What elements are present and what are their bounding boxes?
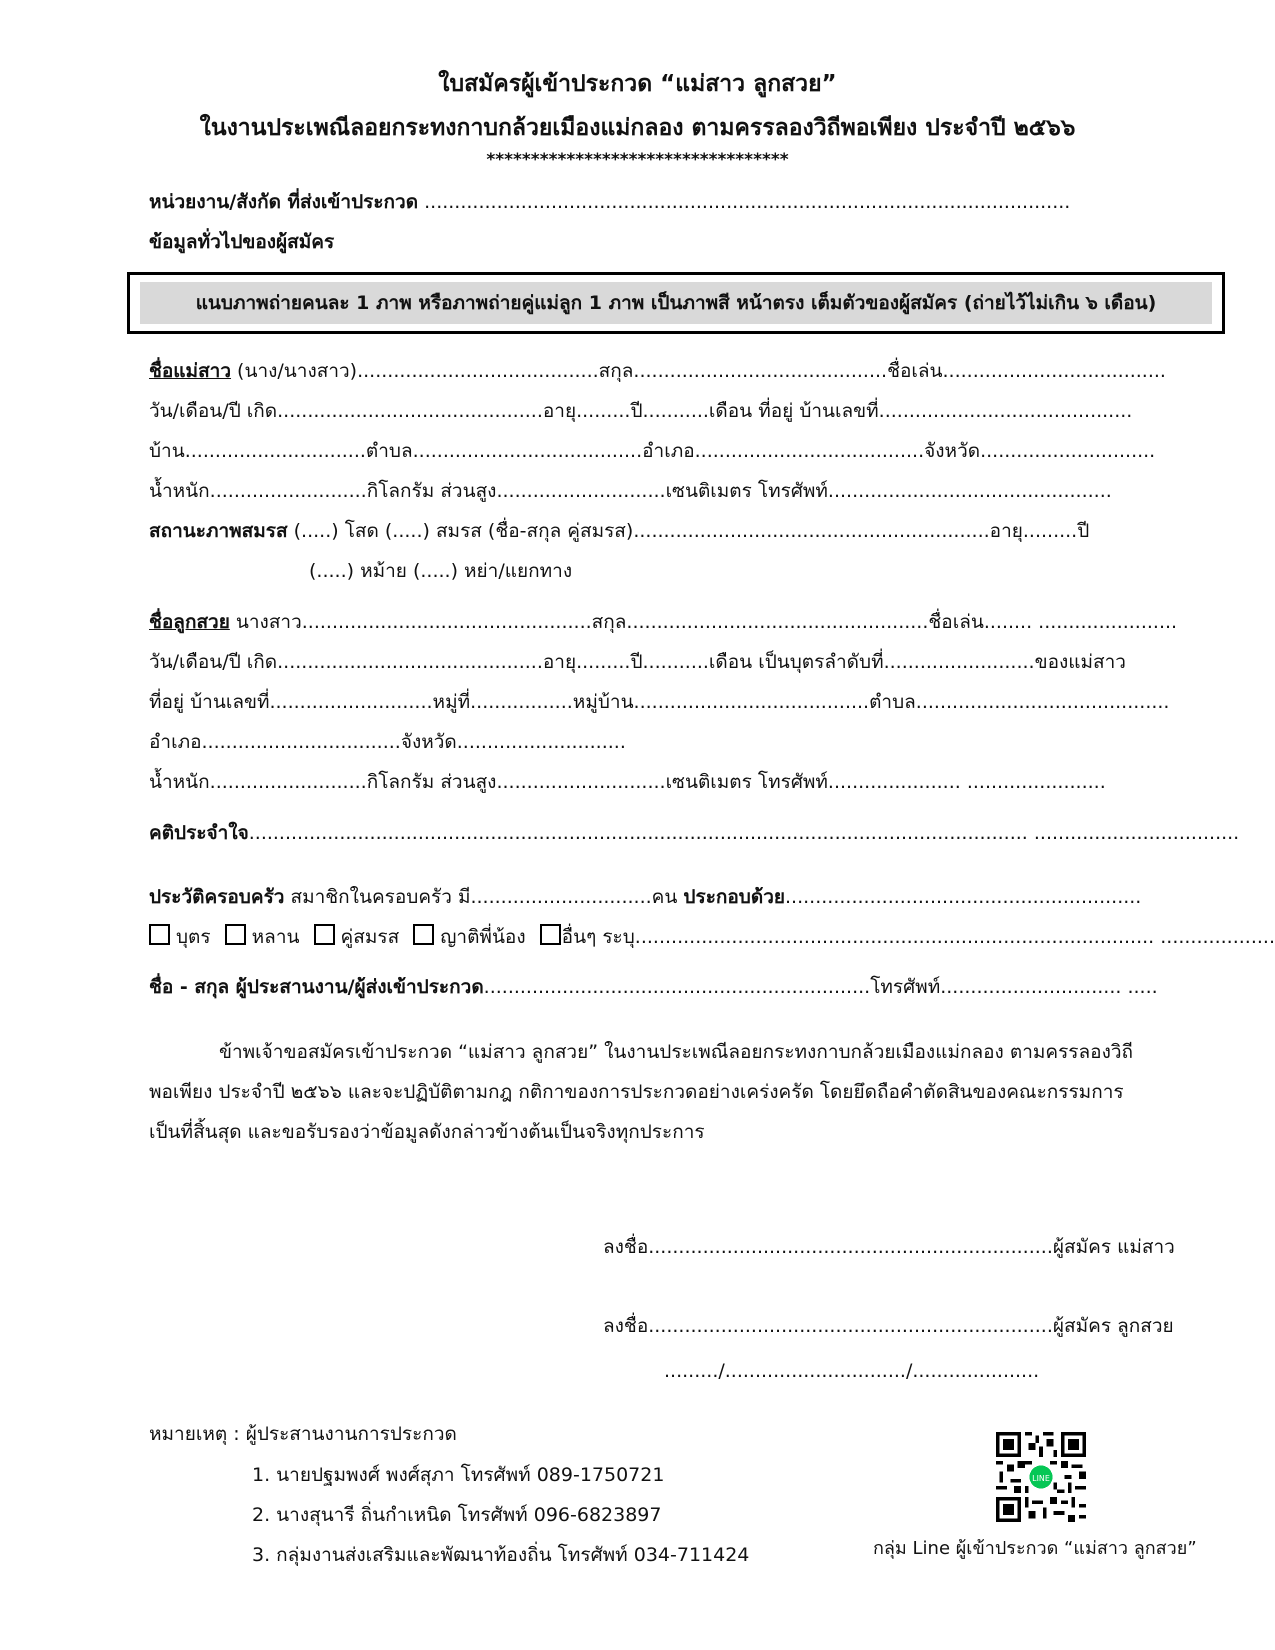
mother-birth-line[interactable]: วัน/เดือน/ปี เกิด............................................อายุ.........ปี...........เดือน ที่อยู่ บ้านเลขที่.......................................... <box>149 400 1133 422</box>
daughter-body-line[interactable]: น้ำหนัก..........................กิโลกรัม ส่วนสูง............................เซนติเมตร โทรศัพท์...................... ....................... <box>149 771 1106 793</box>
checkbox-grandchild[interactable] <box>225 924 246 945</box>
marital-status-options[interactable]: (.....) โสด (.....) สมรส (ชื่อ-สกุล คู่สมรส)...........................................................อายุ.........ปี <box>287 520 1090 542</box>
signature-date[interactable]: ........./............................../..................... <box>664 1360 1040 1382</box>
daughter-address-line[interactable]: ที่อยู่ บ้านเลขที่...........................หมู่ที่.................หมู่บ้าน.......................................ตำบล.......................................... <box>149 691 1170 713</box>
note-item: 2. นางสุนารี ถิ่นกำเหนิด โทรศัพท์ 096-6823897 <box>252 1504 662 1526</box>
coordinator-line <box>149 972 1158 1002</box>
mother-name-label: ชื่อแม่สาว <box>149 360 232 382</box>
signature-daughter[interactable]: ลงชื่อ...................................................................ผู้สมัคร ลูกสวย <box>603 1315 1174 1337</box>
family-line <box>149 882 1141 912</box>
motto-label: คติประจำใจ <box>149 822 249 844</box>
form-subtitle: ในงานประเพณีลอยกระทงกาบกล้วยเมืองแม่กลอง ตามครรลองวิถีพอเพียง ประจำปี ๒๕๖๖ <box>199 115 1076 141</box>
coordinator-fields[interactable]: ................................................................โทรศัพท์.............................. ..... <box>483 976 1158 998</box>
family-composed-field[interactable]: ........................................................... <box>785 886 1142 908</box>
agency-label: หน่วยงาน/สังกัด ที่ส่งเข้าประกวด <box>149 191 419 213</box>
signature-mother[interactable]: ลงชื่อ...................................................................ผู้สมัคร แม่สาว <box>603 1236 1175 1258</box>
daughter-district-line[interactable]: อำเภอ.................................จังหวัด............................ <box>149 731 626 753</box>
daughter-name-line <box>149 607 1177 637</box>
notes-heading: หมายเหตุ : ผู้ประสานงานการประกวด <box>149 1423 457 1445</box>
title-separator-stars: ********************************** <box>486 150 789 170</box>
declaration-text: ข้าพเจ้าขอสมัครเข้าประกวด “แม่สาว ลูกสวย” ในงานประเพณีลอยกระทงกาบกล้วยเมืองแม่กลอง ตามครรลองวิถีพอเพียง ประจำปี ๒๕๖๖ และจะปฏิบัติตามกฎ กติกาของการประกวดอย่างเคร่งครัด โดยยึดถือคำตัดสินของคณะกรรมการเป็นที่สิ้นสุด และขอรับรองว่าข้อมูลดังกล่าวข้างต้นเป็นจริงทุกประการ <box>149 1041 1134 1143</box>
qr-caption: กลุ่ม Line ผู้เข้าประกวด “แม่สาว ลูกสวย” <box>873 1538 1197 1559</box>
option-relatives-label: ญาติพี่น้อง <box>440 926 526 948</box>
general-info-heading: ข้อมูลทั่วไปของผู้สมัคร <box>149 231 335 253</box>
daughter-name-label: ชื่อลูกสวย <box>149 611 230 633</box>
family-composed-label: ประกอบด้วย <box>683 886 786 908</box>
photo-instruction-text: แนบภาพถ่ายคนละ 1 ภาพ หรือภาพถ่ายคู่แม่ลูก 1 ภาพ เป็นภาพสี หน้าตรง เต็มตัวของผู้สมัคร (ถ่ายไว้ไม่เกิน ๖ เดือน) <box>140 282 1212 324</box>
marital-status-options-2[interactable]: (.....) หม้าย (.....) หย่า/แยกทาง <box>309 560 573 582</box>
agency-field[interactable]: ........................................................................................................... <box>424 191 1071 213</box>
form-title: ใบสมัครผู้เข้าประกวด “แม่สาว ลูกสวย” <box>438 71 837 97</box>
family-options-line <box>149 922 1275 952</box>
note-item: 3. กลุ่มงานส่งเสริมและพัฒนาท้องถิ่น โทรศัพท์ 034-711424 <box>252 1544 750 1566</box>
line-logo-text: LINE <box>1032 1473 1050 1483</box>
checkbox-child[interactable] <box>149 924 170 945</box>
note-item: 1. นายปฐมพงศ์ พงศ์สุภา โทรศัพท์ 089-1750721 <box>252 1464 665 1486</box>
mother-name-fields[interactable]: (นาง/นางสาว)........................................สกุล..........................................ชื่อเล่น..................................... <box>231 360 1166 382</box>
mother-body-line[interactable]: น้ำหนัก..........................กิโลกรัม ส่วนสูง............................เซนติเมตร โทรศัพท์............................................... <box>149 480 1112 502</box>
option-grandchild-label: หลาน <box>251 926 300 948</box>
marital-status-label: สถานะภาพสมรส <box>149 520 288 542</box>
checkbox-relatives[interactable] <box>413 924 434 945</box>
option-other-field[interactable]: ...................................................................................... ................... <box>634 926 1275 948</box>
checkbox-other[interactable] <box>540 924 561 945</box>
photo-instruction-box <box>127 272 1225 334</box>
family-members-field[interactable]: สมาชิกในครอบครัว มี..............................คน <box>284 886 684 908</box>
mother-name-line <box>149 356 1166 386</box>
checkbox-spouse[interactable] <box>314 924 335 945</box>
agency-line <box>149 187 1070 217</box>
motto-field[interactable]: ................................................................................................................................. .................................. <box>248 822 1240 844</box>
daughter-birth-line[interactable]: วัน/เดือน/ปี เกิด............................................อายุ.........ปี...........เดือน เป็นบุตรลำดับที่.........................ของแม่สาว <box>149 651 1126 673</box>
option-child-label: บุตร <box>176 926 211 948</box>
marital-status-line <box>149 516 1089 546</box>
mother-address-line[interactable]: บ้าน..............................ตำบล......................................อำเภอ......................................จังหวัด............................. <box>149 440 1156 462</box>
motto-line <box>149 818 1239 848</box>
line-qr-code-icon[interactable] <box>996 1432 1086 1522</box>
coordinator-label: ชื่อ - สกุล ผู้ประสานงาน/ผู้ส่งเข้าประกวด <box>149 976 484 998</box>
option-spouse-label: คู่สมรส <box>340 926 400 948</box>
daughter-name-fields[interactable]: นางสาว................................................สกุล..................................................ชื่อเล่น........ ....................... <box>229 611 1178 633</box>
family-label: ประวัติครอบครัว <box>149 886 285 908</box>
option-other-label: อื่นๆ ระบุ <box>561 926 635 948</box>
